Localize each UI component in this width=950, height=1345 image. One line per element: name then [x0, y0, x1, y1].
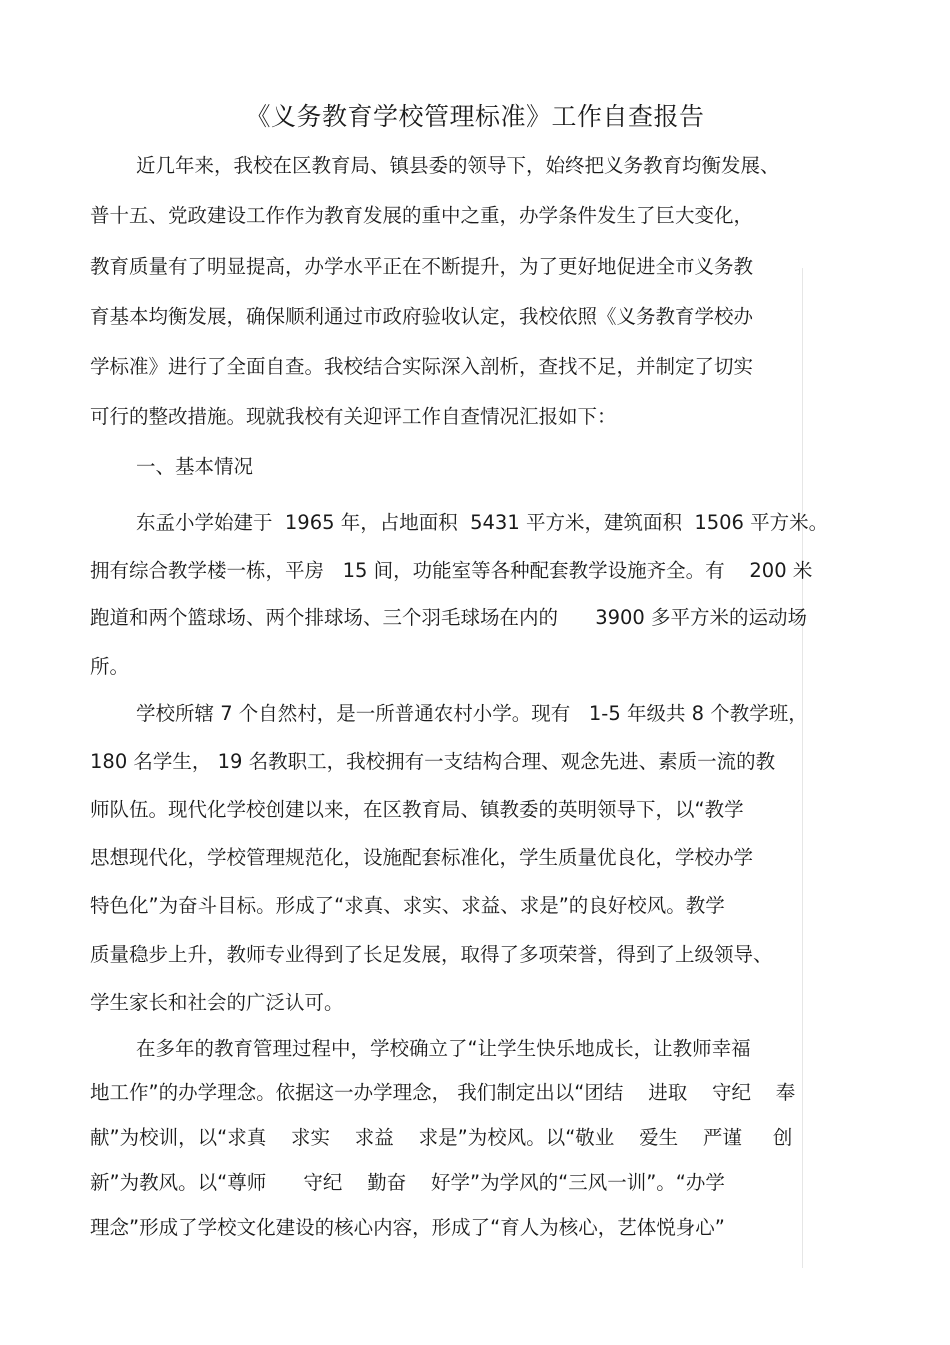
- paragraph-line: 180 名学生， 19 名教职工，我校拥有一支结构合理、观念先进、素质一流的教: [90, 750, 776, 773]
- paragraph-line: 学校所辖 7 个自然村，是一所普通农村小学。现有 1-5 年级共 8 个教学班，: [136, 702, 808, 725]
- paragraph-line: 普十五、党政建设工作作为教育发展的重中之重，办学条件发生了巨大变化，: [90, 204, 754, 227]
- paragraph-line: 跑道和两个篮球场、两个排球场、三个羽毛球场在内的 3900 多平方米的运动场: [90, 606, 808, 629]
- paragraph-line: 理念”形成了学校文化建设的核心内容，形成了“育人为核心，艺体悦身心”: [90, 1216, 725, 1239]
- paragraph-line: 学标准》进行了全面自查。我校结合实际深入剖析，查找不足，并制定了切实: [90, 355, 754, 378]
- paragraph-line: 学生家长和社会的广泛认可。: [90, 991, 344, 1014]
- page-border-line: [802, 268, 803, 1268]
- paragraph-line: 可行的整改措施。现就我校有关迎评工作自查情况汇报如下：: [90, 405, 617, 428]
- paragraph-line: 献”为校训，以“求真 求实 求益 求是”为校风。以“敬业 爱生 严谨 创: [90, 1126, 793, 1149]
- paragraph-line: 育基本均衡发展，确保顺利通过市政府验收认定，我校依照《义务教育学校办: [90, 305, 754, 328]
- paragraph-line: 近几年来，我校在区教育局、镇县委的领导下，始终把义务教育均衡发展、: [136, 154, 780, 177]
- paragraph-line: 质量稳步上升，教师专业得到了长足发展，取得了多项荣誉，得到了上级领导、: [90, 943, 773, 966]
- paragraph-line: 拥有综合教学楼一栋，平房 15 间，功能室等各种配套教学设施齐全。有 200 米: [90, 559, 813, 582]
- section-heading: 一、基本情况: [136, 455, 254, 478]
- paragraph-line: 思想现代化，学校管理规范化，设施配套标准化，学生质量优良化，学校办学: [90, 846, 754, 869]
- paragraph-line: 新”为教风。以“尊师 守纪 勤奋 好学”为学风的“三风一训”。“办学: [90, 1171, 725, 1194]
- paragraph-line: 在多年的教育管理过程中，学校确立了“让学生快乐地成长，让教师幸福: [136, 1037, 751, 1060]
- paragraph-line: 所。: [90, 655, 130, 678]
- paragraph-line: 特色化”为奋斗目标。形成了“求真、求实、求益、求是”的良好校风。教学: [90, 894, 725, 917]
- document-title: 《义务教育学校管理标准》工作自查报告: [245, 102, 705, 131]
- paragraph-line: 东孟小学始建于 1965 年，占地面积 5431 平方米，建筑面积 1506 平方米。: [136, 511, 829, 534]
- paragraph-line: 教育质量有了明显提高，办学水平正在不断提升，为了更好地促进全市义务教: [90, 255, 754, 278]
- paragraph-line: 地工作”的办学理念。依据这一办学理念， 我们制定出以“团结 进取 守纪 奉: [90, 1081, 796, 1104]
- paragraph-line: 师队伍。现代化学校创建以来，在区教育局、镇教委的英明领导下，以“教学: [90, 798, 744, 821]
